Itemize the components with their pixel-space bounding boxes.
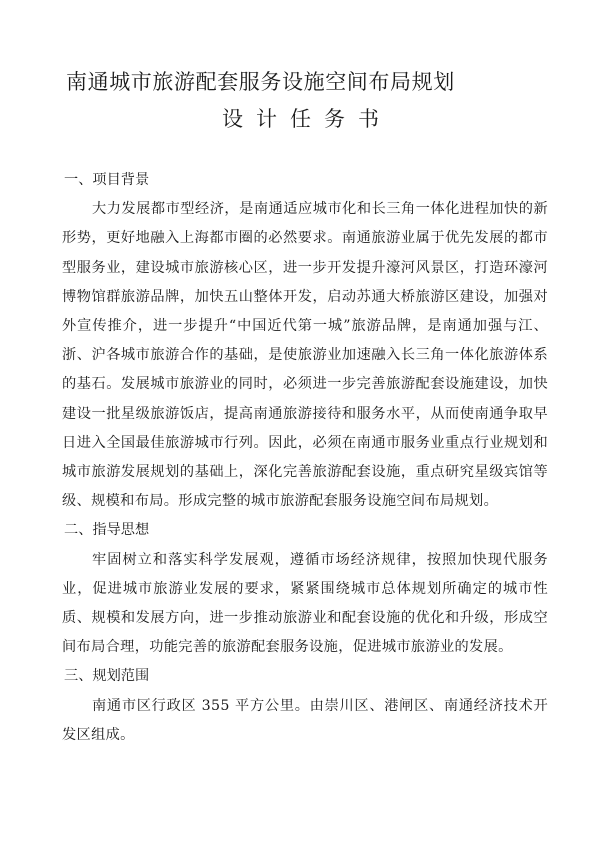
document-subtitle: 设计任务书 <box>222 107 392 131</box>
document-title: 南通城市旅游配套服务设施空间布局规划 <box>66 70 455 94</box>
section-heading-background: 一、项目背景 <box>64 172 150 188</box>
section-paragraph-background: 大力发展都市型经济，是南通适应城市化和长三角一体化进程加快的新形势，更好地融入上海都市圈的必然要求。南通旅游业属于优先发展的都市型服务业，建设城市旅游核心区，进一步开发提升濠河风景区，打造环濠河博物馆群旅游品牌，加快五山整体开发，启动苏通大桥旅游区建设，加强对外宣传推介，进一步提升“中国近代第一城”旅游品牌，是南通加强与江、浙、沪各城市旅游合作的基础，是使旅游业加速融入长三角一体化旅游体系的基石。发展城市旅游业的同时，必须进一步完善旅游配套设施建设，加快建设一批星级旅游饭店，提高南通旅游接待和服务水平，从而使南通争取早日进入全国最佳旅游城市行列。因此，必须在南通市服务业重点行业规划和城市旅游发展规划的基础上，深化完善旅游配套设施，重点研究星级宾馆等级、规模和布局。形成完整的城市旅游配套服务设施空间布局规划。 <box>62 201 548 510</box>
section-paragraph-planning-scope: 南通市区行政区 355 平方公里。由崇川区、港闸区、南通经济技术开发区组成。 <box>62 697 548 743</box>
document-body <box>62 166 548 750</box>
section-heading-guiding-ideology: 二、指导思想 <box>64 522 150 539</box>
section-paragraph-guiding-ideology: 牢固树立和落实科学发展观，遵循市场经济规律，按照加快现代服务业，促进城市旅游业发展的要求，紧紧围绕城市总体规划所确定的城市性质、规模和发展方向，进一步推动旅游业和配套设施的优化和升级，形成空间布局合理，功能完善的旅游配套服务设施，促进城市旅游业的发展。 <box>62 551 548 656</box>
section-heading-planning-scope: 三、规划范围 <box>64 668 150 685</box>
